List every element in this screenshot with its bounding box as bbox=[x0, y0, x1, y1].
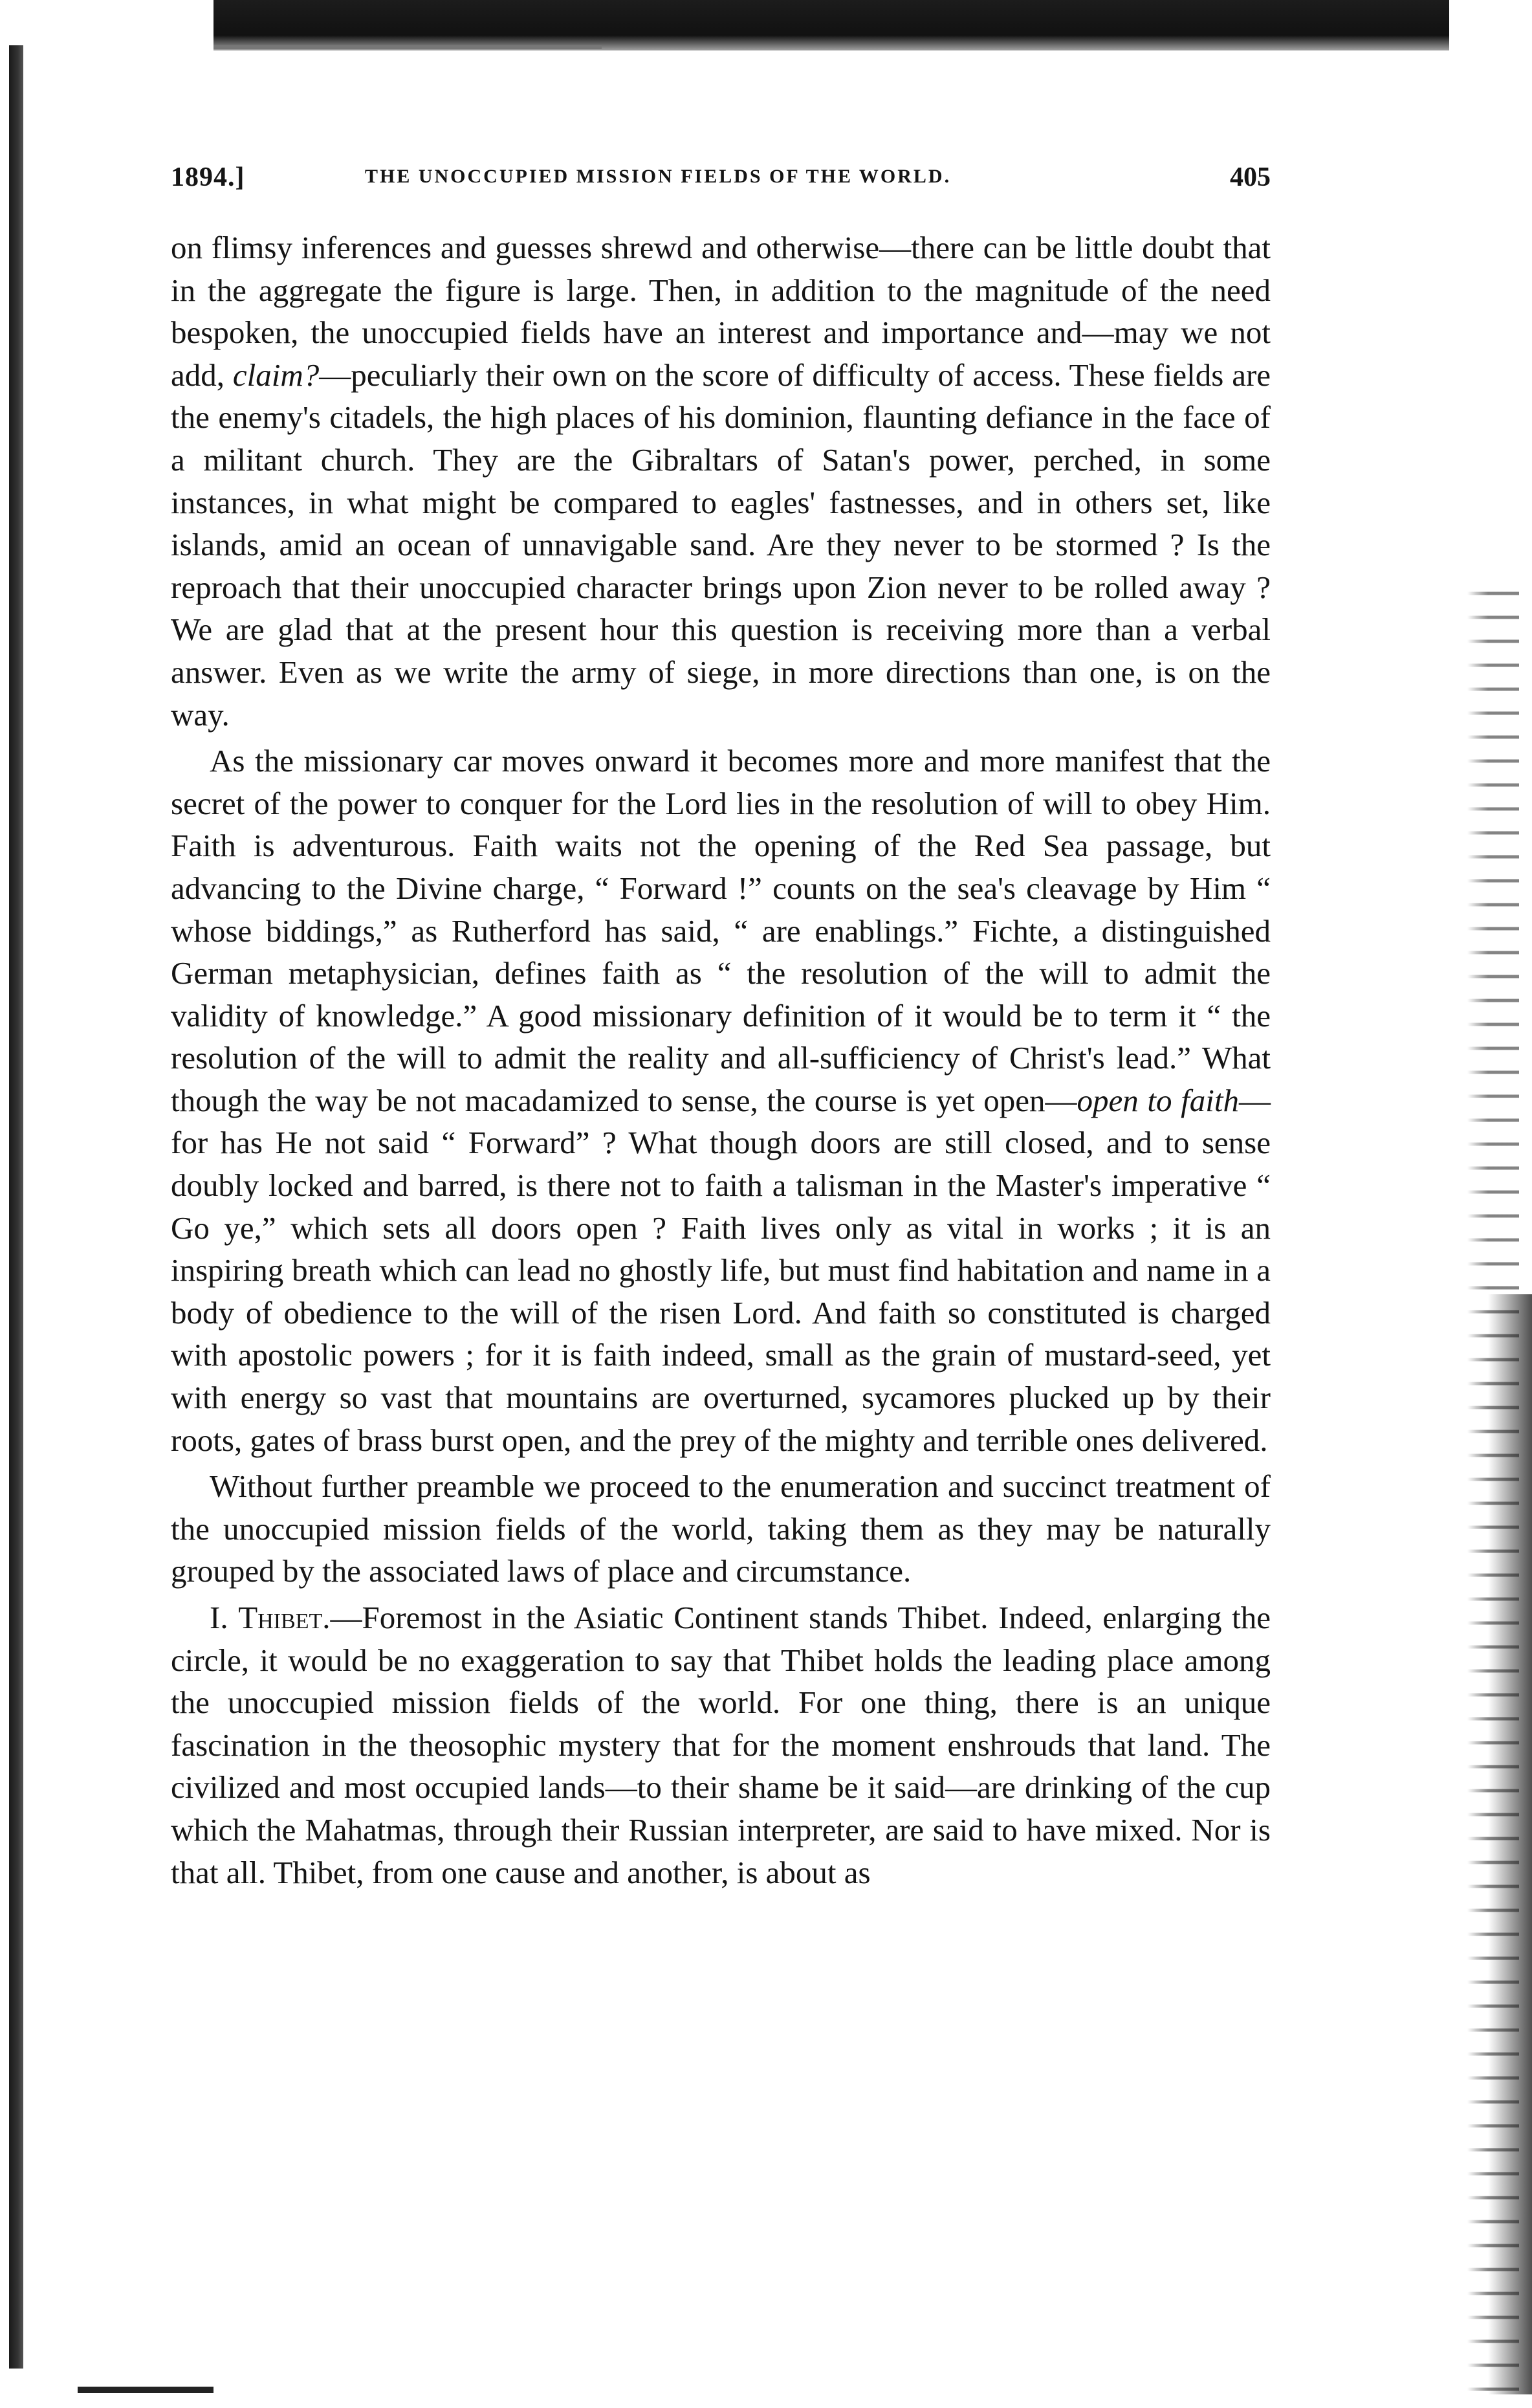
text-span: As the missionary car moves onward it becomes more and more manifest that the secret of the power to conquer for the Lord lies in the resolution of will to obey Him. Faith is adventurous. Faith waits not the opening of the Red Sea passage, but advancing to the Divine charge, “ Forward !” counts on the sea's cleavage by Him “ whose biddings,” as Rutherford has said, “ are enablings.” Fichte, a distinguished German metaphysician, defines faith as “ the resolution of the will to admit the validity of knowledge.” A good missionary definition of it would be to term it “ the resolution of the will to admit the reality and all-sufficiency of Christ's lead.” What though the way be not macadamized to sense, the course is yet open— bbox=[171, 743, 1271, 1118]
paragraph-3 bbox=[171, 1465, 1271, 1593]
page-number: 405 bbox=[1230, 162, 1271, 192]
text-span: Without further preamble we proceed to the enumeration and succinct treatment of the unoccupied mission fields of the world, taking them as they may be naturally grouped by the associated laws of place and circumstance. bbox=[171, 1468, 1271, 1589]
scan-top-streak bbox=[213, 45, 602, 49]
text-span: —Foremost in the Asiatic Continent stands Thibet. Indeed, enlarging the circle, it would be no exaggeration to say that Thibet holds the leading place among the unoccupied mission fields of the world. For one thing, there is an unique fascination in the theosophic mystery that for the moment enshrouds that land. The civilized and most occupied lands—to their shame be it said—are drinking of the cup which the Mahatmas, through their Russian interpreter, are said to have mixed. Nor is that all. Thibet, from one cause and another, is about as bbox=[171, 1600, 1271, 1890]
text-span: I. bbox=[210, 1600, 239, 1635]
text-span: on flimsy inferences and guesses shrewd and otherwise—there can be little doubt that in the aggregate the figure is large. Then, in addition to the magnitude of the need bespoken, the unoccupied fields have an interest and importance and—may we not add, bbox=[171, 230, 1271, 393]
scan-left-edge bbox=[9, 45, 23, 2369]
running-header bbox=[171, 162, 1271, 207]
italic-span: open to faith bbox=[1077, 1082, 1239, 1118]
page-body bbox=[171, 226, 1271, 1897]
scan-top-edge bbox=[213, 0, 1449, 50]
paragraph-2 bbox=[171, 740, 1271, 1461]
scan-bottom-mark bbox=[78, 2387, 213, 2393]
text-span: —peculiarly their own on the score of difficulty of access. These fields are the enemy's citadels, the high places of his dominion, flaunting defiance in the face of a militant church. They are the Gibraltars of Satan's power, perched, in some instances, in what might be compared to eagles' fastnesses, and in others set, like islands, amid an ocean of unnavigable sand. Are they never to be stormed ? Is the reproach that their unoccupied character brings upon Zion never to be rolled away ? We are glad that at the present hour this question is receiving more than a verbal answer. Even as we write the army of siege, in more directions than one, is on the way. bbox=[171, 357, 1271, 733]
scan-right-edge-shadow bbox=[1488, 1294, 1532, 2394]
section-heading-thibet: Thibet. bbox=[238, 1600, 331, 1635]
header-year: 1894.] bbox=[171, 162, 245, 192]
header-title: THE UNOCCUPIED MISSION FIELDS OF THE WORLD. bbox=[365, 166, 952, 187]
paragraph-4 bbox=[171, 1596, 1271, 1894]
paragraph-1 bbox=[171, 226, 1271, 736]
italic-span: claim? bbox=[232, 357, 320, 393]
text-span: —for has He not said “ Forward” ? What though doors are still closed, and to sense doubly locked and barred, is there not to faith a talisman in the Master's imperative “ Go ye,” which sets all doors open ? Faith lives only as vital in works ; it is an inspiring breath which can lead no ghostly life, but must find habitation and name in a body of obedience to the will of the risen Lord. And faith so constituted is charged with apostolic powers ; for it is faith indeed, small as the grain of mustard-seed, yet with energy so vast that mountains are overturned, sycamores plucked up by their roots, gates of brass burst open, and the prey of the mighty and terrible ones delivered. bbox=[171, 1082, 1271, 1458]
